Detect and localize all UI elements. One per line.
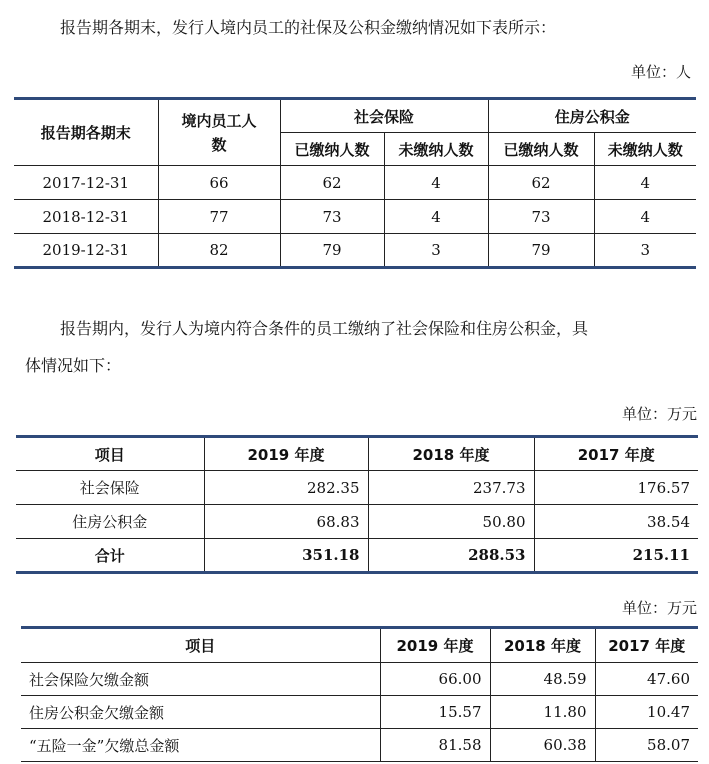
total-row xyxy=(16,539,698,573)
cell-staff: 66 xyxy=(158,166,280,200)
cell-total-2018: 288.53 xyxy=(368,539,534,573)
arrears-amount-table xyxy=(21,626,698,762)
cell-fund-unpaid: 3 xyxy=(594,234,696,268)
cell-2018: 237.73 xyxy=(368,471,534,505)
cell-date: 2017-12-31 xyxy=(14,166,158,200)
cell-2019: 68.83 xyxy=(204,505,368,539)
header-2017: 2017 年度 xyxy=(595,628,698,663)
cell-social-paid: 62 xyxy=(280,166,384,200)
table-row xyxy=(14,234,696,268)
cell-2019: 282.35 xyxy=(204,471,368,505)
header-2017: 2017 年度 xyxy=(534,437,698,471)
cell-item: 住房公积金 xyxy=(16,505,204,539)
header-housing-fund: 住房公积金 xyxy=(488,99,696,133)
table-row xyxy=(14,166,696,200)
cell-total-2019: 351.18 xyxy=(204,539,368,573)
cell-social-paid: 73 xyxy=(280,200,384,234)
cell-2018: 50.80 xyxy=(368,505,534,539)
intro-paragraph-2-line-1: 报告期内，发行人为境内符合条件的员工缴纳了社会保险和住房公积金，具 xyxy=(60,319,589,338)
cell-staff: 82 xyxy=(158,234,280,268)
cell-2019: 15.57 xyxy=(380,696,490,729)
header-item: 项目 xyxy=(21,628,380,663)
cell-2019: 81.58 xyxy=(380,729,490,762)
intro-paragraph-1: 报告期各期末，发行人境内员工的社保及公积金缴纳情况如下表所示： xyxy=(60,18,557,37)
cell-total-label: 合计 xyxy=(16,539,204,573)
cell-social-unpaid: 4 xyxy=(384,166,488,200)
cell-social-unpaid: 4 xyxy=(384,200,488,234)
cell-total-2017: 215.11 xyxy=(534,539,698,573)
cell-2018: 60.38 xyxy=(490,729,595,762)
table-row xyxy=(21,729,698,762)
cell-2019: 66.00 xyxy=(380,663,490,696)
cell-fund-paid: 79 xyxy=(488,234,594,268)
cell-item: 社会保险 xyxy=(16,471,204,505)
unit-label-10k-yuan-2: 单位：万元 xyxy=(621,599,697,617)
cell-social-paid: 79 xyxy=(280,234,384,268)
cell-fund-unpaid: 4 xyxy=(594,166,696,200)
table-row xyxy=(16,471,698,505)
table-row xyxy=(21,696,698,729)
cell-date: 2018-12-31 xyxy=(14,200,158,234)
header-social-insurance: 社会保险 xyxy=(280,99,488,133)
cell-item: 住房公积金欠缴金额 xyxy=(21,696,380,729)
header-2019: 2019 年度 xyxy=(380,628,490,663)
cell-2018: 11.80 xyxy=(490,696,595,729)
table-row xyxy=(21,663,698,696)
contribution-amount-table xyxy=(16,435,698,574)
header-2018: 2018 年度 xyxy=(368,437,534,471)
cell-date: 2019-12-31 xyxy=(14,234,158,268)
cell-fund-unpaid: 4 xyxy=(594,200,696,234)
header-social-unpaid: 未缴纳人数 xyxy=(384,133,488,166)
unit-label-10k-yuan: 单位：万元 xyxy=(621,405,697,423)
header-social-paid: 已缴纳人数 xyxy=(280,133,384,166)
table-row xyxy=(16,505,698,539)
cell-2017: 47.60 xyxy=(595,663,698,696)
header-2019: 2019 年度 xyxy=(204,437,368,471)
header-item: 项目 xyxy=(16,437,204,471)
social-security-headcount-table xyxy=(14,97,696,269)
intro-paragraph-2-line-2: 体情况如下： xyxy=(25,356,122,375)
cell-2017: 38.54 xyxy=(534,505,698,539)
header-period: 报告期各期末 xyxy=(14,99,158,166)
cell-2017: 176.57 xyxy=(534,471,698,505)
header-2018: 2018 年度 xyxy=(490,628,595,663)
cell-fund-paid: 73 xyxy=(488,200,594,234)
header-staff-count: 境内员工人 数 xyxy=(158,99,280,166)
cell-2018: 48.59 xyxy=(490,663,595,696)
header-fund-paid: 已缴纳人数 xyxy=(488,133,594,166)
header-fund-unpaid: 未缴纳人数 xyxy=(594,133,696,166)
cell-fund-paid: 62 xyxy=(488,166,594,200)
table-row xyxy=(14,200,696,234)
cell-2017: 58.07 xyxy=(595,729,698,762)
cell-item: “五险一金”欠缴总金额 xyxy=(21,729,380,762)
cell-staff: 77 xyxy=(158,200,280,234)
cell-item: 社会保险欠缴金额 xyxy=(21,663,380,696)
cell-2017: 10.47 xyxy=(595,696,698,729)
cell-social-unpaid: 3 xyxy=(384,234,488,268)
unit-label-persons: 单位：人 xyxy=(630,63,691,81)
